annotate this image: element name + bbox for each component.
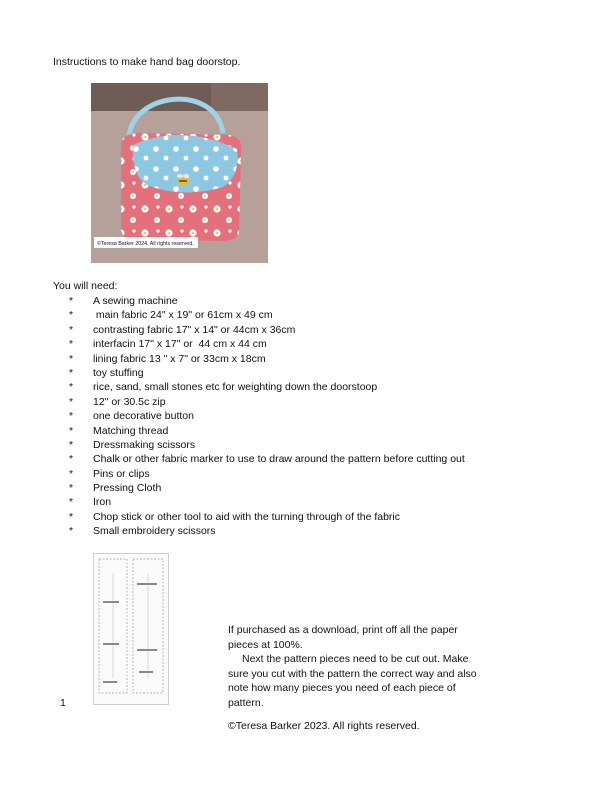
bullet: * [69, 381, 74, 394]
list-item [53, 495, 465, 509]
list-item [53, 424, 465, 438]
list-item-text: contrasting fabric 17" x 14" or 44cm x 36cm [93, 323, 296, 336]
bullet: * [69, 467, 74, 480]
list-item-text: interfacin 17" x 17" or 44 cm x 44 cm [93, 338, 267, 351]
list-item [53, 395, 465, 409]
list-item-text: Small embroidery scissors [93, 525, 216, 538]
instruction-paragraph: Next the pattern pieces need to be cut out. Make sure you cut with the pattern the correct way and also note how many pieces you need of each piece of pattern. [228, 653, 477, 709]
list-item-text: lining fabric 13 " x 7" or 33cm x 18cm [93, 352, 266, 365]
copyright: ©Teresa Barker 2023. All rights reserved. [228, 720, 420, 732]
needs-heading: You will need: [53, 280, 118, 292]
bullet: * [69, 510, 74, 523]
list-item-text: rice, sand, small stones etc for weighting down the doorstoop [93, 381, 378, 394]
bullet: * [69, 453, 74, 466]
list-item [53, 366, 465, 380]
list-item [53, 409, 465, 423]
list-item-text: Matching thread [93, 424, 169, 437]
list-item [53, 352, 465, 366]
list-item [53, 294, 465, 308]
list-item-text: Iron [93, 496, 112, 509]
list-item-text: Chalk or other fabric marker to use to draw around the pattern before cutting out [93, 453, 465, 466]
bullet: * [69, 338, 74, 351]
bullet: * [69, 525, 74, 538]
list-item [53, 337, 465, 351]
bullet: * [69, 295, 74, 307]
bullet: * [69, 438, 74, 451]
list-item-text: Dressmaking scissors [93, 438, 196, 451]
list-item-text: one decorative button [93, 410, 194, 423]
list-item-text: main fabric 24" x 19" or 61cm x 49 cm [93, 309, 273, 322]
bullet: * [69, 410, 74, 423]
instructions-text [228, 623, 478, 710]
pattern-pieces-image [93, 553, 169, 705]
list-item [53, 510, 465, 524]
bullet: * [69, 366, 74, 379]
list-item [53, 481, 465, 495]
list-item [53, 524, 465, 538]
list-item [53, 380, 465, 394]
list-item-text: A sewing machine [93, 295, 178, 307]
page-number: 1 [60, 697, 66, 709]
list-item [53, 438, 465, 452]
needs-list [53, 294, 465, 539]
bullet: * [69, 352, 74, 365]
list-item-text: Pins or clips [93, 467, 150, 480]
bullet: * [69, 424, 74, 437]
list-item [53, 452, 465, 466]
list-item-text: toy stuffing [93, 366, 144, 379]
list-item-text: Pressing Cloth [93, 482, 162, 495]
handbag-photo [91, 83, 268, 263]
page-title: Instructions to make hand bag doorstop. [53, 56, 241, 68]
list-item [53, 308, 465, 322]
bullet: * [69, 323, 74, 336]
bullet: * [69, 482, 74, 495]
instruction-paragraph: If purchased as a download, print off all the paper pieces at 100%. [228, 624, 458, 651]
photo-caption: ©Teresa Barker 2024. All rights reserved. [97, 241, 194, 247]
list-item-text: Chop stick or other tool to aid with the turning through of the fabric [93, 510, 401, 523]
list-item-text: 12" or 30.5c zip [93, 395, 166, 408]
bullet: * [69, 395, 74, 408]
list-item [53, 467, 465, 481]
bullet: * [69, 309, 74, 322]
list-item [53, 323, 465, 337]
bullet: * [69, 496, 74, 509]
